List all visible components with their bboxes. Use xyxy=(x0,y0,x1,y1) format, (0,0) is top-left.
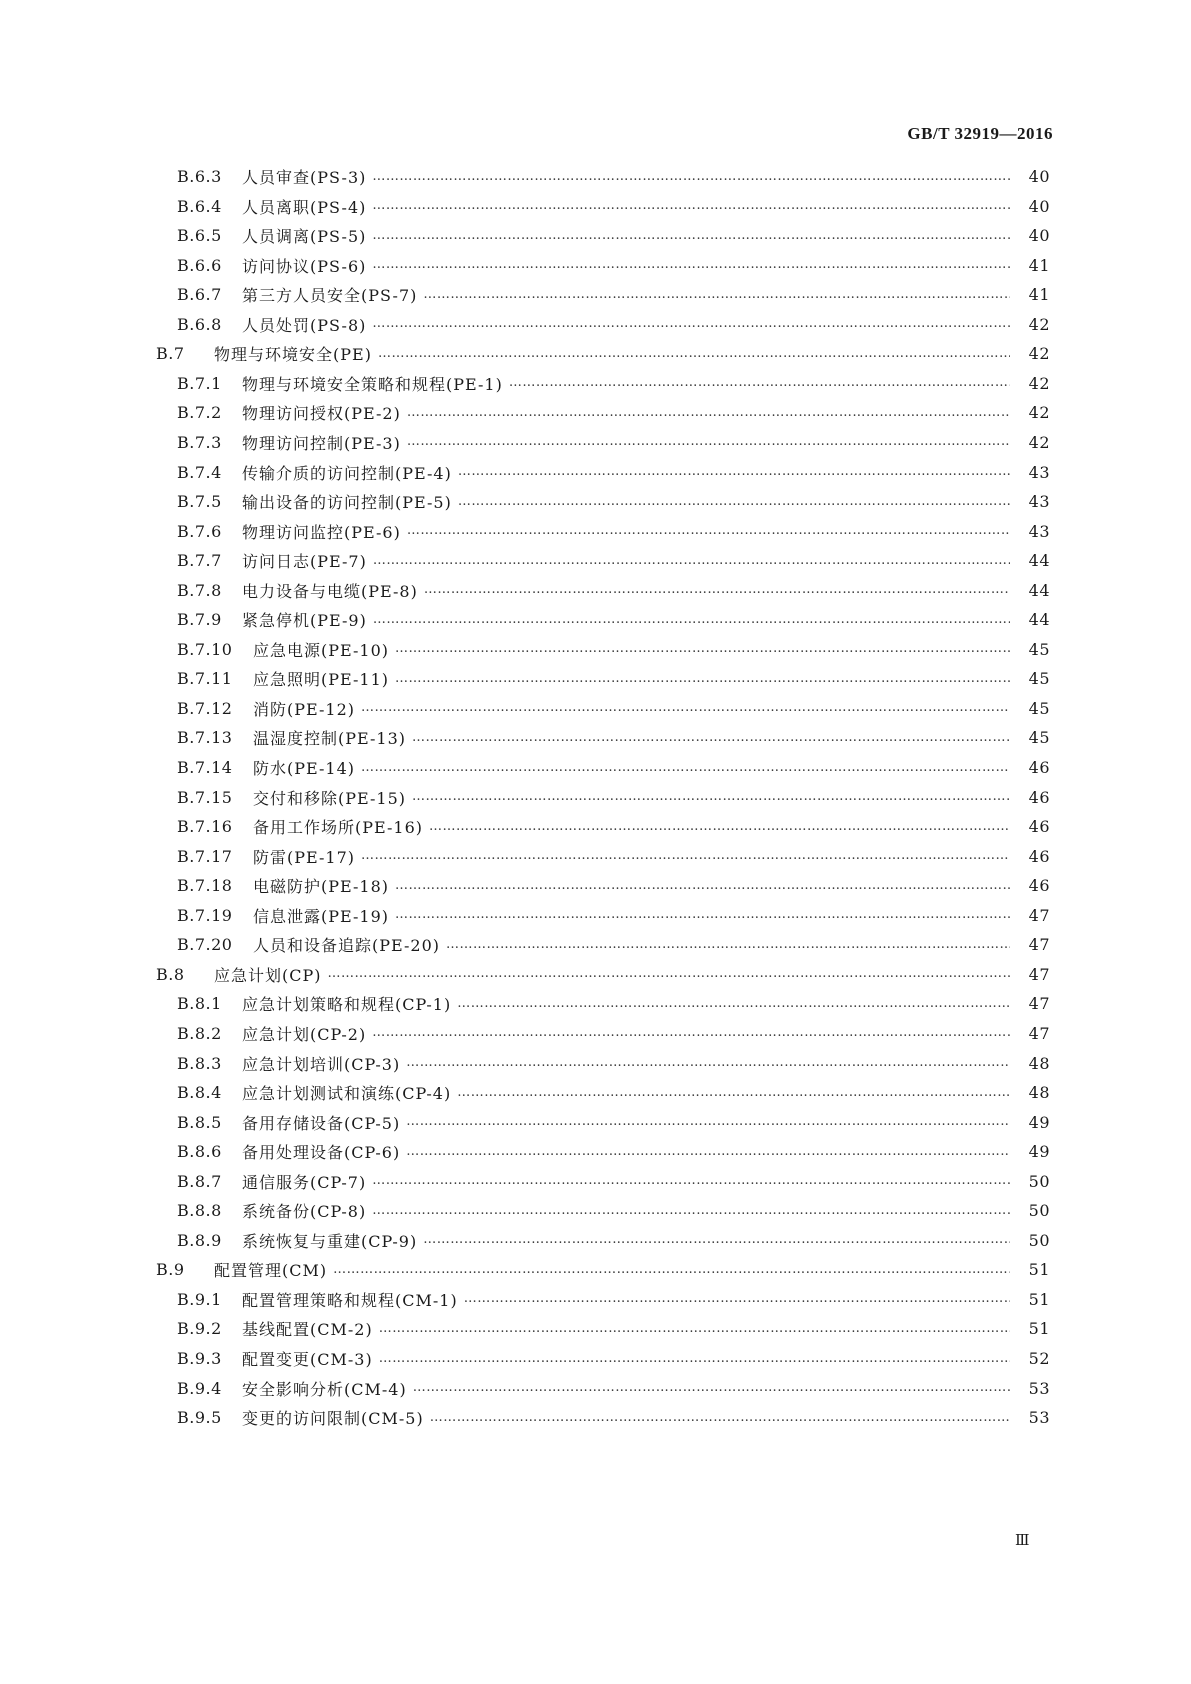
toc-entry-number: B.7.10 xyxy=(177,639,233,659)
toc-subsection-row[interactable] xyxy=(177,1343,1050,1374)
toc-entry-number: B.7.5 xyxy=(177,492,222,512)
toc-entry-title: 变更的访问限制(CM-5) xyxy=(242,1409,424,1429)
standard-code: GB/T 32919—2016 xyxy=(907,124,1053,143)
toc-subsection-row[interactable] xyxy=(177,220,1050,251)
toc-entry-number: B.7.14 xyxy=(177,758,233,777)
toc-entry-page: 45 xyxy=(1028,639,1050,659)
toc-leader-dots xyxy=(423,286,1010,304)
toc-entry-title: 物理与环境安全策略和规程(PE-1) xyxy=(242,374,503,394)
toc-entry-number: B.8.2 xyxy=(177,1023,222,1043)
toc-entry-number: B.6.8 xyxy=(177,314,222,334)
toc-leader-dots xyxy=(361,699,1010,717)
toc-subsection-row[interactable] xyxy=(177,161,1050,192)
toc-subsection-row[interactable] xyxy=(177,1136,1050,1167)
toc-leader-dots xyxy=(413,1379,1010,1397)
toc-leader-dots xyxy=(372,1202,1010,1220)
toc-entry-title: 应急照明(PE-11) xyxy=(253,670,389,690)
toc-subsection-row[interactable] xyxy=(177,1225,1050,1256)
toc-subsection-row[interactable] xyxy=(177,1195,1050,1226)
toc-subsection-row[interactable] xyxy=(177,693,1050,724)
toc-entry-number: B.6.5 xyxy=(177,226,222,246)
toc-leader-dots xyxy=(406,1054,1010,1072)
toc-entry-page: 41 xyxy=(1028,255,1050,275)
toc-entry-title: 应急计划培训(CP-3) xyxy=(242,1054,401,1074)
toc-subsection-row[interactable] xyxy=(177,279,1050,310)
toc-entry-page: 52 xyxy=(1028,1349,1050,1368)
toc-entry-title: 人员处罚(PS-8) xyxy=(242,315,367,335)
toc-entry-title: 配置管理(CM) xyxy=(214,1261,328,1281)
toc-leader-dots xyxy=(372,227,1010,245)
toc-subsection-row[interactable] xyxy=(177,988,1050,1019)
toc-leader-dots xyxy=(333,1261,1010,1279)
toc-entry-title: 系统恢复与重建(CP-9) xyxy=(242,1231,418,1251)
toc-leader-dots xyxy=(424,581,1010,599)
toc-leader-dots xyxy=(328,965,1011,983)
toc-entry-page: 42 xyxy=(1028,344,1050,364)
toc-subsection-row[interactable] xyxy=(177,663,1050,694)
toc-entry-page: 49 xyxy=(1028,1142,1050,1162)
toc-entry-page: 42 xyxy=(1028,373,1050,393)
toc-entry-number: B.7.3 xyxy=(177,432,222,452)
toc-entry-page: 43 xyxy=(1028,521,1050,541)
toc-subsection-row[interactable] xyxy=(177,752,1050,783)
toc-entry-title: 物理访问授权(PE-2) xyxy=(242,404,401,424)
toc-entry-title: 物理访问监控(PE-6) xyxy=(242,522,401,542)
toc-entry-page: 44 xyxy=(1028,551,1050,571)
toc-entry-page: 50 xyxy=(1028,1171,1050,1191)
toc-entry-title: 第三方人员安全(PS-7) xyxy=(242,286,418,306)
toc-entry-page: 46 xyxy=(1028,787,1050,807)
toc-entry-page: 47 xyxy=(1028,964,1050,984)
toc-leader-dots xyxy=(407,522,1010,540)
toc-section-row[interactable] xyxy=(156,959,1050,990)
toc-entry-page: 45 xyxy=(1028,669,1050,689)
toc-entry-page: 44 xyxy=(1028,580,1050,600)
toc-leader-dots xyxy=(429,818,1010,836)
toc-entry-page: 46 xyxy=(1028,876,1050,896)
toc-subsection-row[interactable] xyxy=(177,309,1050,340)
toc-leader-dots xyxy=(423,1231,1010,1249)
toc-leader-dots xyxy=(378,345,1010,363)
toc-entry-title: 防水(PE-14) xyxy=(253,759,355,778)
toc-entry-number: B.7.11 xyxy=(177,669,233,689)
toc-subsection-row[interactable] xyxy=(177,575,1050,606)
toc-entry-number: B.9.1 xyxy=(177,1289,222,1309)
toc-entry-title: 系统备份(CP-8) xyxy=(242,1202,367,1222)
toc-entry-number: B.7.16 xyxy=(177,817,233,837)
toc-subsection-row[interactable] xyxy=(177,1313,1050,1344)
toc-entry-number: B.8.1 xyxy=(177,994,222,1014)
toc-subsection-row[interactable] xyxy=(177,250,1050,281)
toc-section-row[interactable] xyxy=(156,1254,1050,1285)
toc-entry-page: 53 xyxy=(1028,1408,1050,1428)
toc-entry-page: 51 xyxy=(1028,1319,1050,1339)
page-folio: Ⅲ xyxy=(1015,1533,1030,1549)
toc-entry-number: B.7.18 xyxy=(177,876,233,896)
toc-leader-dots xyxy=(406,1143,1010,1161)
toc-entry-page: 44 xyxy=(1028,610,1050,630)
toc-leader-dots xyxy=(406,1113,1010,1131)
toc-entry-number: B.7.8 xyxy=(177,580,222,600)
toc-entry-title: 人员审查(PS-3) xyxy=(242,168,367,187)
toc-subsection-row[interactable] xyxy=(177,1373,1050,1404)
toc-entry-number: B.9 xyxy=(156,1260,185,1280)
toc-subsection-row[interactable] xyxy=(177,1048,1050,1079)
toc-entry-title: 电力设备与电缆(PE-8) xyxy=(242,581,418,601)
toc-entry-number: B.7.9 xyxy=(177,610,222,630)
toc-subsection-row[interactable] xyxy=(177,1107,1050,1138)
toc-leader-dots xyxy=(373,552,1010,570)
toc-entry-number: B.7.1 xyxy=(177,373,222,393)
toc-entry-page: 42 xyxy=(1028,403,1050,423)
toc-leader-dots xyxy=(407,433,1010,451)
toc-entry-page: 48 xyxy=(1028,1083,1050,1103)
toc-subsection-row[interactable] xyxy=(177,841,1050,872)
toc-leader-dots xyxy=(395,670,1010,688)
toc-leader-dots xyxy=(446,936,1010,954)
toc-leader-dots xyxy=(509,374,1010,392)
toc-entry-page: 46 xyxy=(1028,817,1050,837)
toc-subsection-row[interactable] xyxy=(177,191,1050,222)
toc-entry-title: 人员离职(PS-4) xyxy=(242,197,367,217)
toc-leader-dots xyxy=(372,1172,1010,1190)
toc-entry-number: B.7.4 xyxy=(177,462,222,482)
toc-subsection-row[interactable] xyxy=(177,1284,1050,1315)
toc-entry-title: 应急计划(CP-2) xyxy=(242,1024,367,1044)
toc-subsection-row[interactable] xyxy=(177,457,1050,488)
toc-entry-page: 46 xyxy=(1028,758,1050,777)
toc-subsection-row[interactable] xyxy=(177,900,1050,931)
toc-entry-number: B.7.2 xyxy=(177,403,222,423)
toc-entry-title: 物理访问控制(PE-3) xyxy=(242,433,401,453)
toc-entry-title: 配置管理策略和规程(CM-1) xyxy=(242,1290,458,1310)
toc-entry-page: 40 xyxy=(1028,226,1050,246)
toc-leader-dots xyxy=(395,640,1010,658)
toc-entry-title: 防雷(PE-17) xyxy=(253,847,355,867)
toc-entry-number: B.9.5 xyxy=(177,1408,222,1428)
toc-leader-dots xyxy=(457,1084,1010,1102)
toc-entry-number: B.9.4 xyxy=(177,1378,222,1398)
toc-entry-title: 交付和移除(PE-15) xyxy=(253,788,406,808)
toc-subsection-row[interactable] xyxy=(177,1402,1050,1433)
toc-entry-title: 信息泄露(PE-19) xyxy=(253,906,389,926)
toc-entry-number: B.7.7 xyxy=(177,551,222,571)
toc-leader-dots xyxy=(412,788,1010,806)
toc-leader-dots xyxy=(407,404,1010,422)
toc-entry-title: 应急计划测试和演练(CP-4) xyxy=(242,1084,452,1104)
toc-entry-number: B.7.6 xyxy=(177,521,222,541)
toc-subsection-row[interactable] xyxy=(177,427,1050,458)
toc-leader-dots xyxy=(361,759,1010,777)
toc-leader-dots xyxy=(458,493,1010,511)
toc-entry-number: B.8.5 xyxy=(177,1112,222,1132)
toc-subsection-row[interactable] xyxy=(177,929,1050,960)
toc-entry-page: 42 xyxy=(1028,314,1050,334)
toc-entry-title: 应急计划(CP) xyxy=(214,965,322,985)
toc-entry-page: 46 xyxy=(1028,846,1050,866)
toc-entry-page: 42 xyxy=(1028,432,1050,452)
toc-subsection-row[interactable] xyxy=(177,516,1050,547)
toc-entry-page: 48 xyxy=(1028,1053,1050,1073)
toc-entry-page: 53 xyxy=(1028,1378,1050,1398)
toc-subsection-row[interactable] xyxy=(177,486,1050,517)
toc-entry-title: 输出设备的访问控制(PE-5) xyxy=(242,493,452,513)
toc-entry-page: 47 xyxy=(1028,935,1050,955)
toc-entry-number: B.7.12 xyxy=(177,698,233,718)
toc-subsection-row[interactable] xyxy=(177,368,1050,399)
toc-entry-number: B.8.7 xyxy=(177,1171,222,1191)
toc-entry-title: 物理与环境安全(PE) xyxy=(214,345,372,365)
toc-leader-dots xyxy=(372,1024,1010,1042)
toc-entry-page: 51 xyxy=(1028,1260,1050,1280)
toc-leader-dots xyxy=(464,1290,1010,1308)
toc-leader-dots xyxy=(395,906,1010,924)
toc-entry-page: 51 xyxy=(1028,1289,1050,1309)
toc-entry-title: 通信服务(CP-7) xyxy=(242,1172,367,1192)
toc-entry-title: 安全影响分析(CM-4) xyxy=(242,1379,407,1399)
toc-entry-number: B.7.13 xyxy=(177,728,233,748)
toc-entry-page: 47 xyxy=(1028,1023,1050,1043)
toc-subsection-row[interactable] xyxy=(177,1077,1050,1108)
toc-section-row[interactable] xyxy=(156,338,1050,369)
toc-entry-number: B.8.4 xyxy=(177,1083,222,1103)
toc-leader-dots xyxy=(379,1350,1010,1368)
toc-entry-number: B.7.17 xyxy=(177,846,233,866)
toc-entry-page: 43 xyxy=(1028,492,1050,512)
toc-entry-number: B.6.7 xyxy=(177,285,222,305)
toc-entry-number: B.8.8 xyxy=(177,1201,222,1221)
toc-subsection-row[interactable] xyxy=(177,634,1050,665)
toc-subsection-row[interactable] xyxy=(177,722,1050,753)
toc-entry-page: 47 xyxy=(1028,994,1050,1014)
toc-entry-page: 40 xyxy=(1028,167,1050,186)
toc-leader-dots xyxy=(430,1409,1010,1427)
toc-leader-dots xyxy=(395,877,1010,895)
toc-entry-number: B.7.15 xyxy=(177,787,233,807)
toc-leader-dots xyxy=(379,1320,1010,1338)
toc-entry-title: 电磁防护(PE-18) xyxy=(253,877,389,897)
toc-entry-number: B.7.19 xyxy=(177,905,233,925)
toc-entry-page: 50 xyxy=(1028,1201,1050,1221)
toc-entry-title: 应急电源(PE-10) xyxy=(253,640,389,660)
toc-leader-dots xyxy=(372,197,1010,215)
toc-entry-title: 人员调离(PS-5) xyxy=(242,227,367,247)
toc-entry-title: 消防(PE-12) xyxy=(253,699,355,719)
toc-entry-number: B.8.3 xyxy=(177,1053,222,1073)
toc-entry-number: B.9.3 xyxy=(177,1349,222,1368)
toc-entry-title: 备用存储设备(CP-5) xyxy=(242,1113,401,1133)
toc-entry-number: B.6.3 xyxy=(177,167,222,186)
toc-entry-number: B.7 xyxy=(156,344,185,364)
toc-entry-page: 41 xyxy=(1028,285,1050,305)
toc-entry-page: 47 xyxy=(1028,905,1050,925)
toc-subsection-row[interactable] xyxy=(177,1166,1050,1197)
toc-leader-dots xyxy=(458,463,1010,481)
toc-entry-title: 访问日志(PE-7) xyxy=(242,552,367,572)
toc-subsection-row[interactable] xyxy=(177,870,1050,901)
toc-entry-page: 50 xyxy=(1028,1230,1050,1250)
toc-entry-title: 传输介质的访问控制(PE-4) xyxy=(242,463,452,483)
toc-leader-dots xyxy=(372,168,1010,186)
toc-entry-number: B.7.20 xyxy=(177,935,233,955)
toc-leader-dots xyxy=(412,729,1010,747)
toc-leader-dots xyxy=(457,995,1010,1013)
toc-entry-title: 紧急停机(PE-9) xyxy=(242,611,367,631)
toc-subsection-row[interactable] xyxy=(177,811,1050,842)
toc-entry-title: 应急计划策略和规程(CP-1) xyxy=(242,995,452,1015)
toc-entry-number: B.6.6 xyxy=(177,255,222,275)
toc-entry-page: 45 xyxy=(1028,728,1050,748)
toc-entry-number: B.8.6 xyxy=(177,1142,222,1162)
toc-entry-page: 40 xyxy=(1028,196,1050,216)
toc-entry-page: 45 xyxy=(1028,698,1050,718)
toc-subsection-row[interactable] xyxy=(177,1018,1050,1049)
toc-entry-title: 温湿度控制(PE-13) xyxy=(253,729,406,749)
toc-entry-number: B.8.9 xyxy=(177,1230,222,1250)
toc-entry-title: 人员和设备追踪(PE-20) xyxy=(253,936,440,956)
toc-entry-title: 备用处理设备(CP-6) xyxy=(242,1143,401,1163)
toc-subsection-row[interactable] xyxy=(177,604,1050,635)
toc-subsection-row[interactable] xyxy=(177,545,1050,576)
toc-leader-dots xyxy=(373,611,1010,629)
toc-leader-dots xyxy=(372,315,1010,333)
toc-leader-dots xyxy=(361,847,1010,865)
toc-entry-number: B.8 xyxy=(156,964,185,984)
toc-subsection-row[interactable] xyxy=(177,782,1050,813)
toc-entry-page: 43 xyxy=(1028,462,1050,482)
toc-entry-title: 备用工作场所(PE-16) xyxy=(253,818,423,838)
toc-entry-page: 49 xyxy=(1028,1112,1050,1132)
toc-entry-title: 访问协议(PS-6) xyxy=(242,256,367,276)
toc-entry-title: 配置变更(CM-3) xyxy=(242,1350,373,1369)
toc-entry-number: B.6.4 xyxy=(177,196,222,216)
toc-entry-title: 基线配置(CM-2) xyxy=(242,1320,373,1340)
toc-leader-dots xyxy=(372,256,1010,274)
toc-entry-number: B.9.2 xyxy=(177,1319,222,1339)
toc-subsection-row[interactable] xyxy=(177,397,1050,428)
